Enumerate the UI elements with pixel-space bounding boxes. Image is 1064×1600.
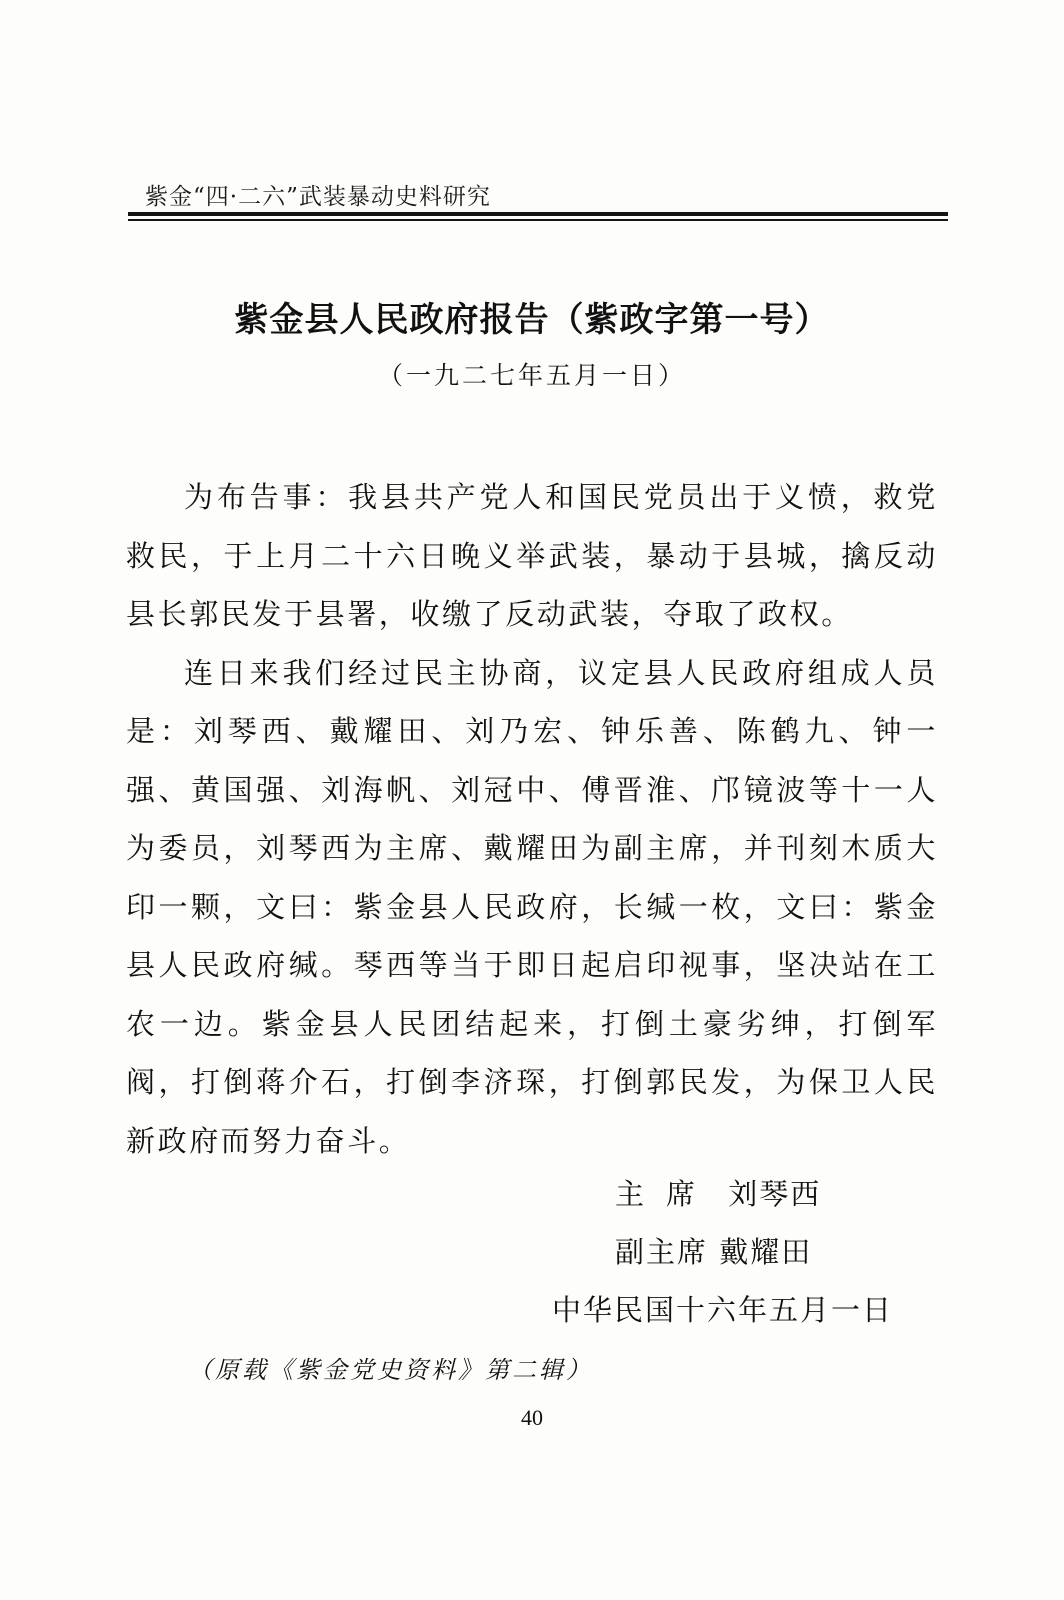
document-title: 紫金县人民政府报告（紫政字第一号） [234,300,830,340]
document-body [126,468,938,1170]
header-rule-thin [128,219,948,221]
page-number: 40 [521,1405,543,1430]
chairman-label: 主席 [615,1177,718,1211]
signature-vice-chairman [615,1230,812,1271]
running-header: 紫金“四·二六”武装暴动史料研究 [145,184,491,210]
vice-chairman-name: 戴耀田 [719,1235,813,1269]
body-paragraph: 连日来我们经过民主协商，议定县人民政府组成人员是：刘琴西、戴耀田、刘乃宏、钟乐善、陈鹤九、钟一强、黄国强、刘海帆、刘冠中、傅晋淮、邝镜波等十一人为委员，刘琴西为主席、戴耀田为副主席，并刊刻木质大印一颗，文曰：紫金县人民政府，长缄一枚，文曰：紫金县人民政府缄。琴西等当于即日起启印视事，坚决站在工农一边。紫金县人民团结起来，打倒土豪劣绅，打倒军阀，打倒蒋介石，打倒李济琛，打倒郭民发，为保卫人民新政府而努力奋斗。 [126,655,938,1158]
body-paragraph: 为布告事：我县共产党人和国民党员出于义愤，救党救民，于上月二十六日晚义举武装，暴动于县城，擒反动县长郭民发于县署，收缴了反动武装，夺取了政权。 [126,480,938,631]
header-rule-thick [128,212,948,216]
vice-chairman-label: 副主席 [615,1235,709,1269]
chairman-name: 刘琴西 [728,1177,822,1211]
document-date-line: （一九二七年五月一日） [377,361,686,390]
signature-chairman [615,1172,821,1213]
source-note: （原载《紫金党史资料》第二辑） [188,1356,593,1384]
signature-date: 中华民国十六年五月一日 [552,1293,894,1327]
